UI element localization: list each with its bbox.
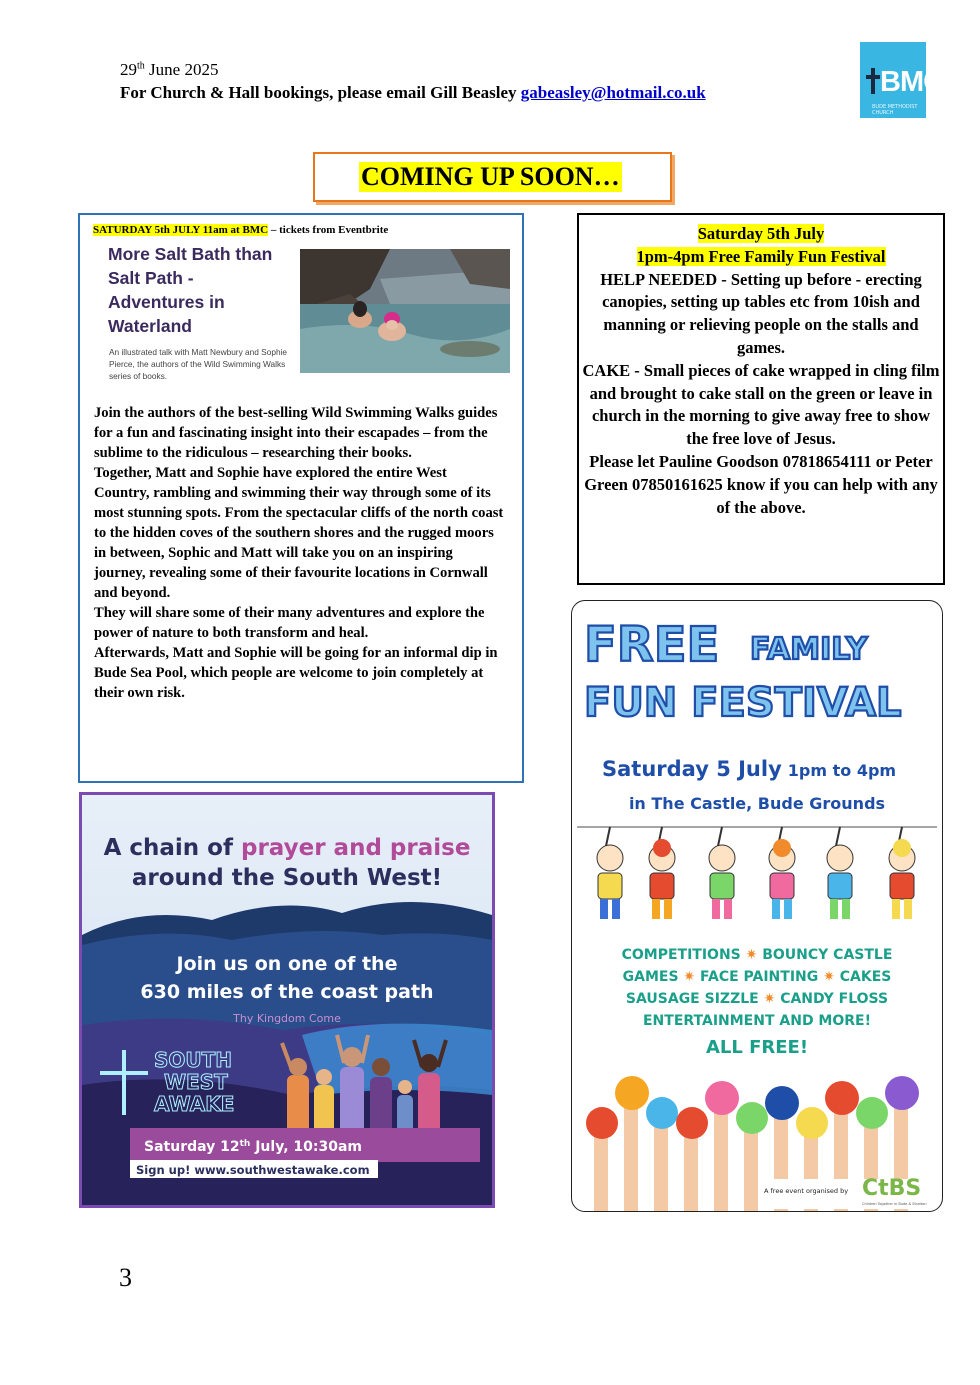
help-date: Saturday 5th July [697, 224, 825, 243]
issue-date: 29th June 2025 [120, 60, 219, 79]
fff-title-family: FAMILY [750, 632, 868, 667]
fff-activities-3: SAUSAGE SIZZLE ✷ CANDY FLOSS [625, 991, 889, 1007]
south-west-awake-poster [79, 792, 495, 1208]
fff-organised-by: A free event organised by [764, 1187, 849, 1195]
swa-join-1: Join us on one of the [176, 953, 398, 975]
salt-bath-event-box [78, 213, 524, 783]
fff-activities-1: COMPETITIONS ✷ BOUNCY CASTLE [621, 947, 893, 963]
coming-up-banner [313, 152, 672, 202]
help-needed-text: HELP NEEDED - Setting up before - erecting canopies, setting up tables etc from 10ish and manning or relieving people on the stalls and games. [600, 269, 922, 357]
cake-text: CAKE - Small pieces of cake wrapped in cling film and brought to cake stall on the green or leave in church in the morning to give away free to show the free love of Jesus. [582, 360, 940, 449]
ctbs-tagline: Children Together in Bude & Stratton [862, 1202, 927, 1206]
help-event-title: 1pm-4pm Free Family Fun Festival [636, 246, 886, 266]
fff-venue: in The Castle, Bude Grounds [628, 794, 886, 813]
booking-notice: For Church & Hall bookings, please email Gill Beasley gabeasley@hotmail.co.uk [120, 83, 706, 102]
swa-logo-1: SOUTH [154, 1048, 233, 1072]
swimmers-photo [300, 249, 510, 373]
fff-all-free: ALL FREE! [705, 1037, 809, 1058]
cross-icon [871, 68, 875, 94]
swa-headline: A chain of prayer and praise [103, 835, 471, 861]
swa-signup-link[interactable]: Sign up! www.southwestawake.com [136, 1163, 370, 1177]
swa-logo-2: WEST [164, 1070, 228, 1094]
swa-date: Saturday 12th July, 10:30am [144, 1139, 363, 1155]
swa-logo-3: AWAKE [154, 1092, 235, 1116]
event-header: SATURDAY 5th JULY 11am at BMC – tickets from Eventbrite [93, 224, 389, 236]
fff-activities-4: ENTERTAINMENT AND MORE! [642, 1013, 872, 1029]
fff-activities-2: GAMES ✷ FACE PAINTING ✷ CAKES [622, 969, 892, 985]
contact-text: Please let Pauline Goodson 07818654111 or Peter Green 07850161625 know if you can help with any of the above. [584, 451, 938, 517]
hanging-children-illustration [597, 827, 915, 919]
event-description: Join the authors of the best-selling Wild Swimming Walks guides for a fun and fascinating insight into their escapades – from the sublime to the ridiculous – researching their books. Together, Matt and Sophie have explored the entire West Country, rambling and swimming their way through some of its most stunning spots. From the spectacular cliffs of the north coast to the hidden coves of the southern shores and the rugged moors in between, Sophic and Matt will take you on an inspiring journey, revealing some of their favourite locations in Cornwall and beyond. They will share some of their many adventures and explore the power of nature to both transform and heal. Afterwards, Matt and Sophie will be going for an informal dip in Bude Sea Pool, which people are welcome to join completely at their own risk. [94, 405, 504, 701]
page-number: 3 [119, 1263, 132, 1292]
banner-title: COMING UP SOON… [361, 162, 620, 191]
swa-tkc: Thy Kingdom Come [233, 1012, 341, 1025]
fun-festival-poster [571, 600, 943, 1212]
booking-email-link[interactable]: gabeasley@hotmail.co.uk [520, 83, 706, 102]
help-needed-box [577, 213, 945, 585]
swa-join-2: 630 miles of the coast path [140, 981, 434, 1003]
swa-headline-2: around the South West! [131, 865, 443, 891]
fff-date: Saturday 5 July 1pm to 4pm [602, 757, 897, 781]
fff-title-fun-festival: FUN FESTIVAL [584, 680, 902, 726]
ctbs-logo: CtBS [862, 1176, 922, 1201]
fff-title-free: FREE [584, 617, 720, 673]
event-title: More Salt Bath than Salt Path - Adventures in Waterland [108, 244, 273, 336]
bmc-logo: BMC BUDE METHODIST CHURCH [860, 42, 926, 118]
event-subtitle: An illustrated talk with Matt Newbury and Sophie Pierce, the authors of the Wild Swimming Walks series of books. [109, 347, 288, 381]
